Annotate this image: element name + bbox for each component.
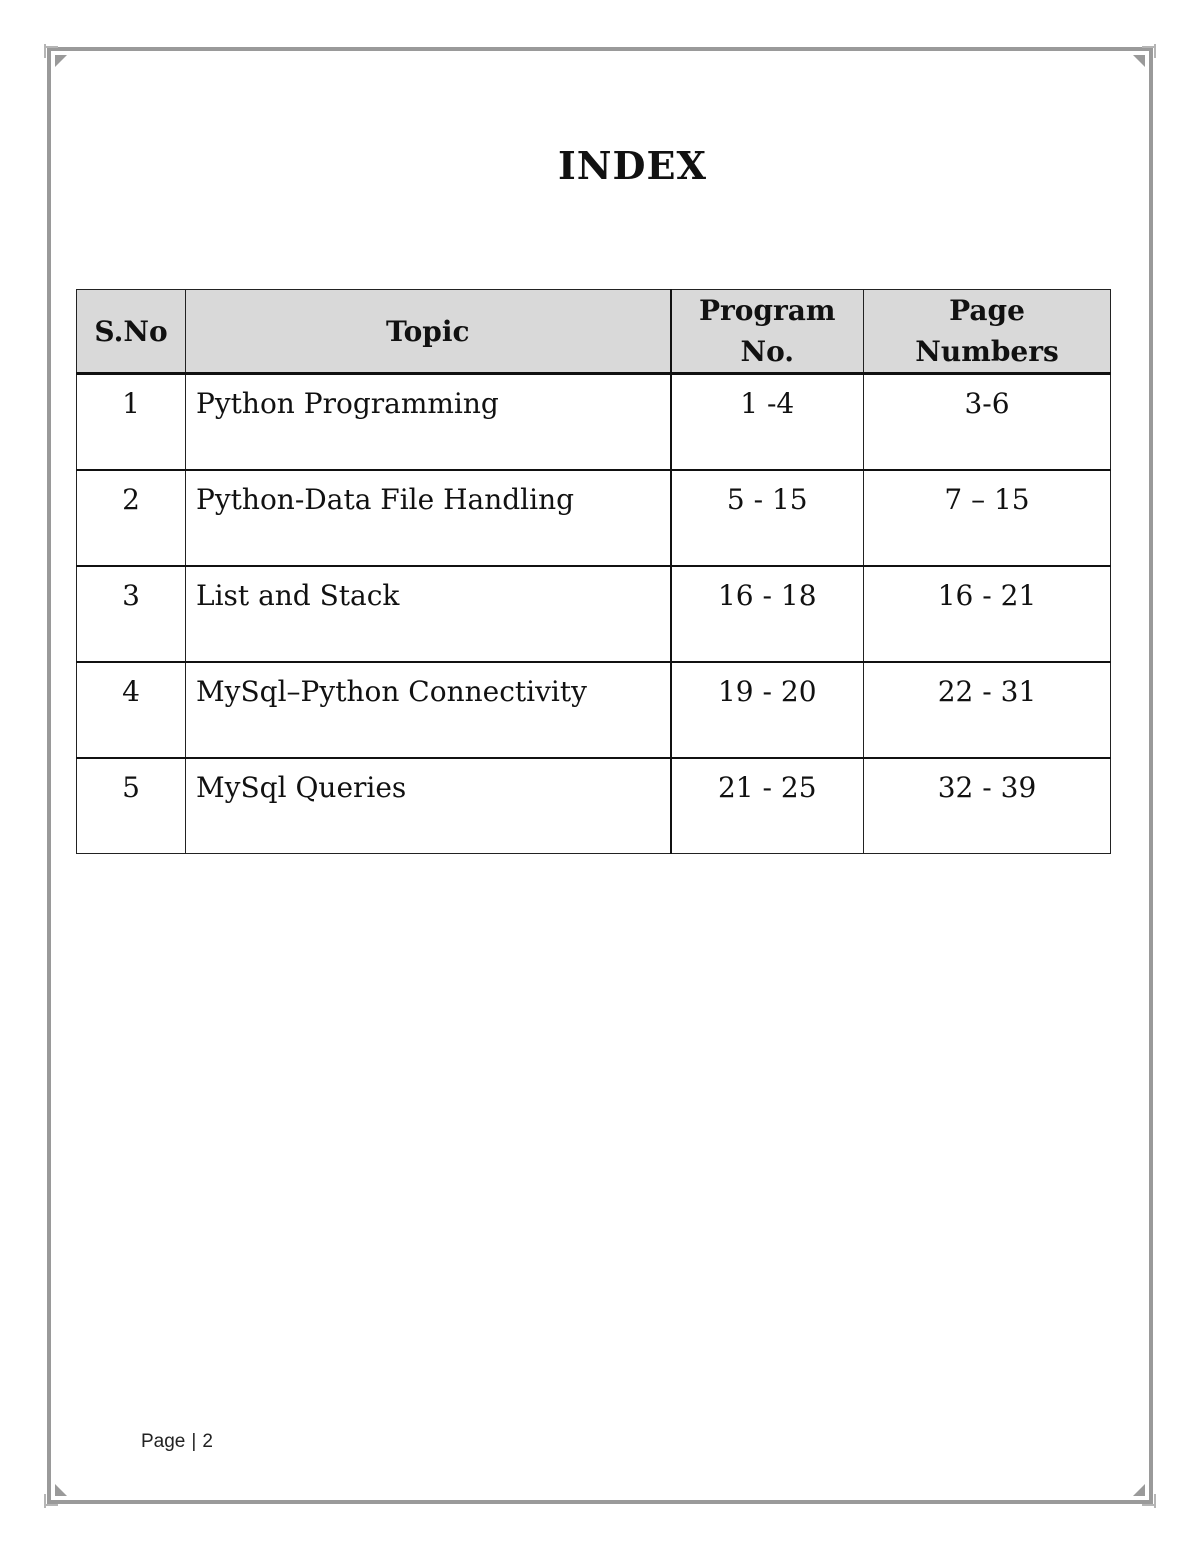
corner-ornament-bottom-left [55, 1484, 67, 1496]
table-row [77, 566, 1111, 662]
cell-topic: Python Programming [186, 374, 671, 470]
footer-page-label: Page [141, 1431, 186, 1452]
cell-sno: 2 [77, 470, 186, 566]
cell-topic: MySql–Python Connectivity [186, 662, 671, 758]
corner-ornament-top-right [1133, 55, 1145, 67]
header-pages-line2: Numbers [915, 335, 1059, 368]
cell-topic: Python-Data File Handling [186, 470, 671, 566]
cell-program: 5 - 15 [671, 470, 864, 566]
cell-sno: 1 [77, 374, 186, 470]
cell-sno: 5 [77, 758, 186, 854]
header-program-no [671, 290, 864, 374]
cell-pages: 32 - 39 [864, 758, 1111, 854]
header-program-line1: Program [698, 294, 836, 327]
table-row [77, 758, 1111, 854]
cell-pages: 3-6 [864, 374, 1111, 470]
cell-pages: 7 – 15 [864, 470, 1111, 566]
header-page-numbers [864, 290, 1111, 374]
border-tick [44, 46, 58, 48]
cell-program: 1 -4 [671, 374, 864, 470]
border-tick [44, 44, 46, 58]
page-footer [141, 1431, 213, 1453]
header-pages-line1: Page [949, 294, 1025, 327]
border-tick [44, 1504, 58, 1506]
header-sno: S.No [77, 290, 186, 374]
border-tick [44, 1494, 46, 1508]
border-tick [1154, 44, 1156, 58]
table-row [77, 470, 1111, 566]
page-title: INDEX [558, 143, 707, 188]
footer-page-number: 2 [202, 1431, 213, 1452]
cell-topic: List and Stack [186, 566, 671, 662]
cell-program: 16 - 18 [671, 566, 864, 662]
table-row [77, 662, 1111, 758]
corner-ornament-top-left [55, 55, 67, 67]
header-program-line2: No. [740, 335, 795, 368]
border-tick [1154, 1494, 1156, 1508]
footer-separator: | [191, 1431, 197, 1452]
table-row [77, 374, 1111, 470]
table-header-row [77, 290, 1111, 374]
cell-sno: 4 [77, 662, 186, 758]
cell-pages: 22 - 31 [864, 662, 1111, 758]
corner-ornament-bottom-right [1133, 1484, 1145, 1496]
header-topic: Topic [186, 290, 671, 374]
cell-topic: MySql Queries [186, 758, 671, 854]
cell-pages: 16 - 21 [864, 566, 1111, 662]
cell-program: 21 - 25 [671, 758, 864, 854]
index-table [76, 289, 1111, 854]
cell-sno: 3 [77, 566, 186, 662]
cell-program: 19 - 20 [671, 662, 864, 758]
